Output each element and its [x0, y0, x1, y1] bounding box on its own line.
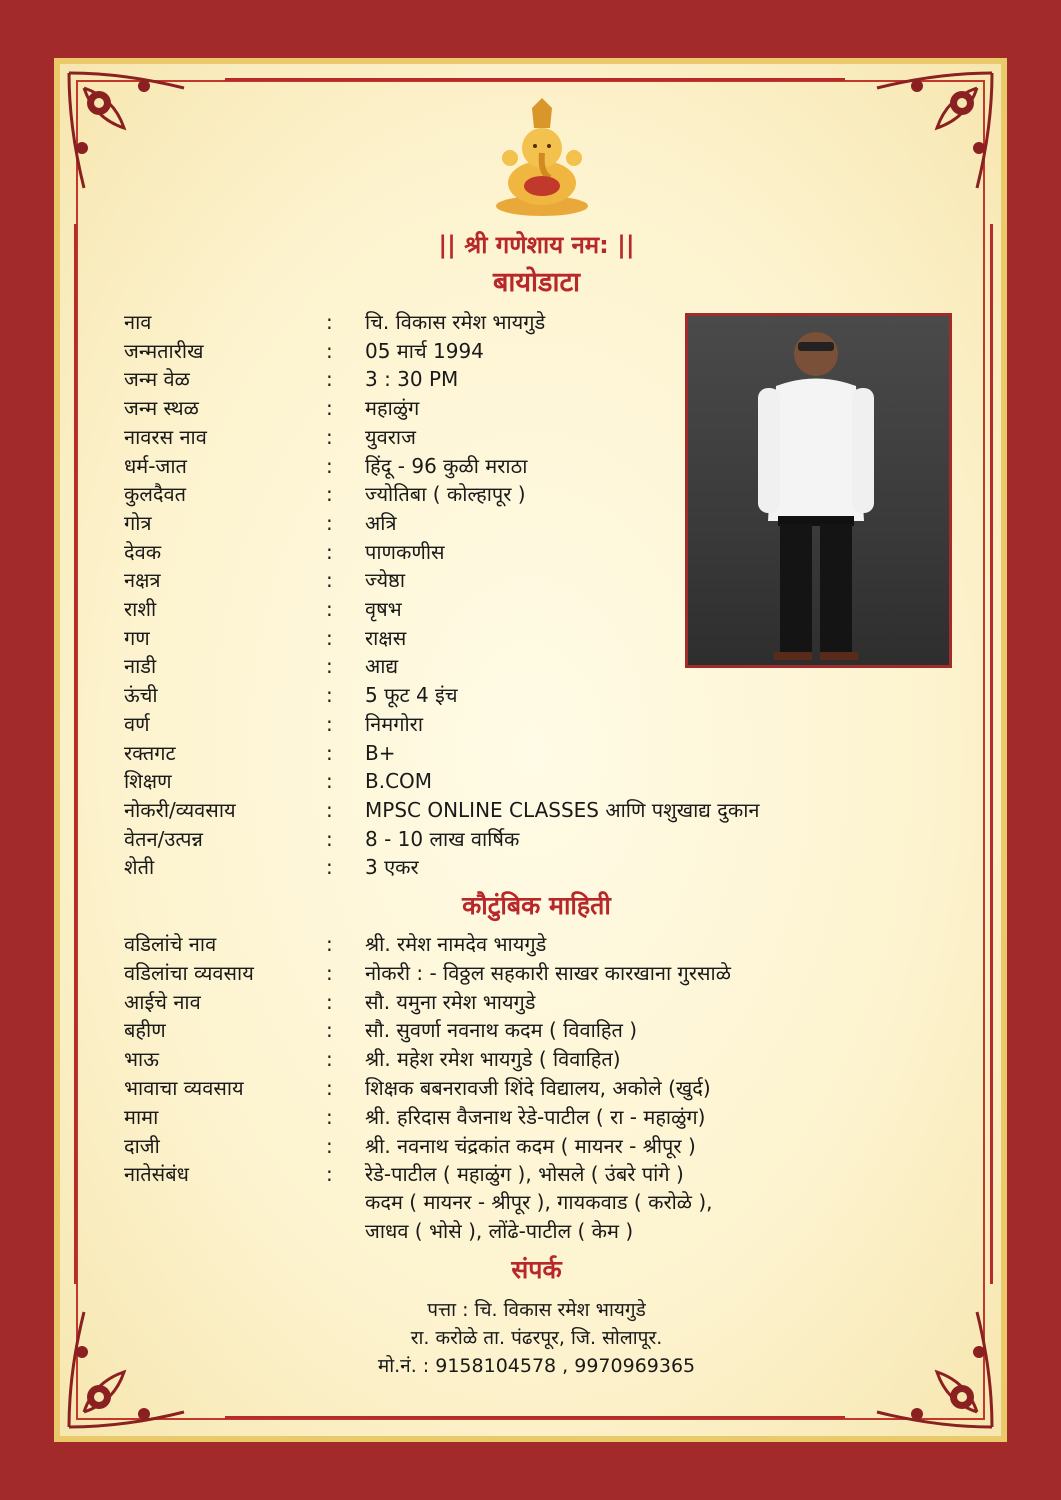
field-value: रेडे-पाटील ( महाळुंग ), भोसले ( उंबरे पांगे ) [365, 1162, 684, 1187]
field-value: चि. विकास रमेश भायगुडे [365, 310, 546, 334]
field-value: श्री. रमेश नामदेव भायगुडे [365, 932, 547, 956]
field-colon: : [326, 797, 333, 822]
field-value: MPSC ONLINE CLASSES आणि पशुखाद्य दुकान [365, 797, 760, 822]
field-colon: : [326, 510, 333, 535]
field-colon: : [326, 482, 333, 507]
bottom-divider-line [225, 1416, 845, 1419]
field-value: हिंदू - 96 कुळी मराठा [365, 453, 528, 478]
field-colon: : [326, 597, 333, 621]
field-label: नोकरी/व्यवसाय [124, 797, 236, 822]
field-value: सौ. यमुना रमेश भायगुडे [365, 989, 536, 1014]
field-label: नाडी [124, 654, 157, 679]
field-value: ज्येष्ठा [365, 568, 405, 593]
field-label: जन्म वेळ [124, 367, 190, 392]
family-heading: कौटुंबिक माहिती [462, 891, 611, 920]
field-label: देवक [124, 539, 162, 564]
field-label: नक्षत्र [124, 568, 161, 593]
field-label: रक्तगट [124, 740, 176, 765]
field-value: श्री. महेश रमेश भायगुडे ( विवाहित) [365, 1047, 621, 1072]
field-value: B+ [365, 740, 396, 765]
field-colon: : [326, 453, 333, 478]
person-photo-icon [688, 316, 949, 665]
field-label: जन्म स्थळ [124, 396, 199, 421]
field-colon: : [326, 654, 333, 679]
field-colon: : [326, 338, 333, 363]
field-label: ऊंची [124, 683, 158, 708]
field-label: दाजी [124, 1133, 160, 1158]
top-divider-line [225, 78, 845, 81]
field-value: शिक्षक बबनरावजी शिंदे विद्यालय, अकोले (खुर्द) [365, 1076, 711, 1100]
field-value: युवराज [365, 424, 416, 449]
contact-heading: संपर्क [511, 1255, 562, 1284]
invocation-text: || श्री गणेशाय नम: || [438, 231, 635, 259]
field-value: आद्य [365, 654, 399, 679]
field-label: वेतन/उत्पन्न [124, 826, 203, 851]
field-label: राशी [124, 597, 157, 621]
field-colon: : [326, 1076, 333, 1100]
field-colon: : [326, 625, 333, 650]
field-label: नाव [124, 310, 152, 334]
field-colon: : [326, 989, 333, 1014]
field-colon: : [326, 1018, 333, 1043]
field-colon: : [326, 568, 333, 593]
contact-phone: मो.नं. : 9158104578 , 9970969365 [377, 1355, 696, 1377]
field-value: 5 फूट 4 इंच [365, 683, 458, 708]
field-label: वर्ण [124, 711, 150, 736]
field-value: राक्षस [365, 625, 407, 650]
contact-address: पत्ता : चि. विकास रमेश भायगुडे [427, 1299, 646, 1321]
field-value: महाळुंग [365, 396, 420, 421]
field-colon: : [326, 1133, 333, 1158]
field-label: मामा [124, 1104, 159, 1129]
field-colon: : [326, 683, 333, 708]
field-colon: : [326, 367, 333, 392]
field-value: अत्रि [365, 510, 397, 535]
field-colon: : [326, 769, 333, 794]
floral-corner-icon [867, 68, 997, 198]
field-colon: : [326, 1047, 333, 1072]
field-value: वृषभ [365, 597, 402, 621]
left-divider-line [74, 224, 77, 1284]
field-colon: : [326, 960, 333, 985]
field-value: श्री. नवनाथ चंद्रकांत कदम ( मायनर - श्रीपूर ) [365, 1133, 696, 1158]
field-colon: : [326, 1104, 333, 1129]
field-label: नावरस नाव [124, 424, 207, 449]
relations-extra-text: कदम ( मायनर - श्रीपूर ), गायकवाड ( करोळे ), [365, 1190, 713, 1214]
field-colon: : [326, 424, 333, 449]
field-value: 3 एकर [365, 855, 419, 880]
field-value: B.COM [365, 769, 433, 794]
field-value: पाणकणीस [365, 539, 445, 564]
field-label: गोत्र [124, 510, 152, 535]
field-label: बहीण [124, 1018, 166, 1043]
field-label: भाऊ [124, 1047, 159, 1072]
field-value: ज्योतिबा ( कोल्हापूर ) [365, 482, 526, 507]
field-colon: : [326, 711, 333, 736]
field-value: सौ. सुवर्णा नवनाथ कदम ( विवाहित ) [365, 1018, 638, 1043]
profile-photo [685, 313, 952, 668]
field-label: शिक्षण [124, 769, 172, 794]
field-colon: : [326, 1162, 333, 1187]
field-label: गण [124, 625, 150, 650]
field-label: शेती [124, 855, 155, 880]
field-colon: : [326, 826, 333, 851]
field-value: 8 - 10 लाख वार्षिक [365, 826, 520, 851]
biodata-card [54, 58, 1007, 1442]
field-label: नातेसंबंध [124, 1162, 189, 1187]
field-colon: : [326, 396, 333, 421]
field-label: वडिलांचे नाव [124, 932, 217, 956]
field-value: निमगोरा [365, 711, 424, 736]
field-label: आईचे नाव [124, 989, 201, 1014]
right-divider-line [990, 224, 993, 1284]
field-label: जन्मतारीख [124, 338, 204, 363]
field-label: वडिलांचा व्यवसाय [124, 960, 254, 985]
relations-extra-text: जाधव ( भोसे ), लोंढे-पाटील ( केम ) [365, 1219, 634, 1243]
field-label: कुलदैवत [124, 482, 187, 507]
contact-village: रा. करोळे ता. पंढरपूर, जि. सोलापूर. [410, 1327, 663, 1349]
field-colon: : [326, 539, 333, 564]
field-value: नोकरी : - विठ्ठल सहकारी साखर कारखाना गुरसाळे [365, 960, 731, 985]
field-colon: : [326, 932, 333, 956]
field-colon: : [326, 855, 333, 880]
floral-corner-icon [64, 68, 194, 198]
field-colon: : [326, 740, 333, 765]
field-label: धर्म-जात [124, 453, 187, 478]
field-value: 05 मार्च 1994 [365, 338, 484, 363]
field-value: 3 : 30 PM [365, 367, 459, 392]
page-title: बायोडाटा [492, 267, 581, 298]
field-colon: : [326, 310, 333, 334]
field-value: श्री. हरिदास वैजनाथ रेडे-पाटील ( रा - महाळुंग) [365, 1104, 706, 1129]
field-label: भावाचा व्यवसाय [124, 1076, 244, 1100]
ganesh-idol-icon [492, 98, 592, 218]
